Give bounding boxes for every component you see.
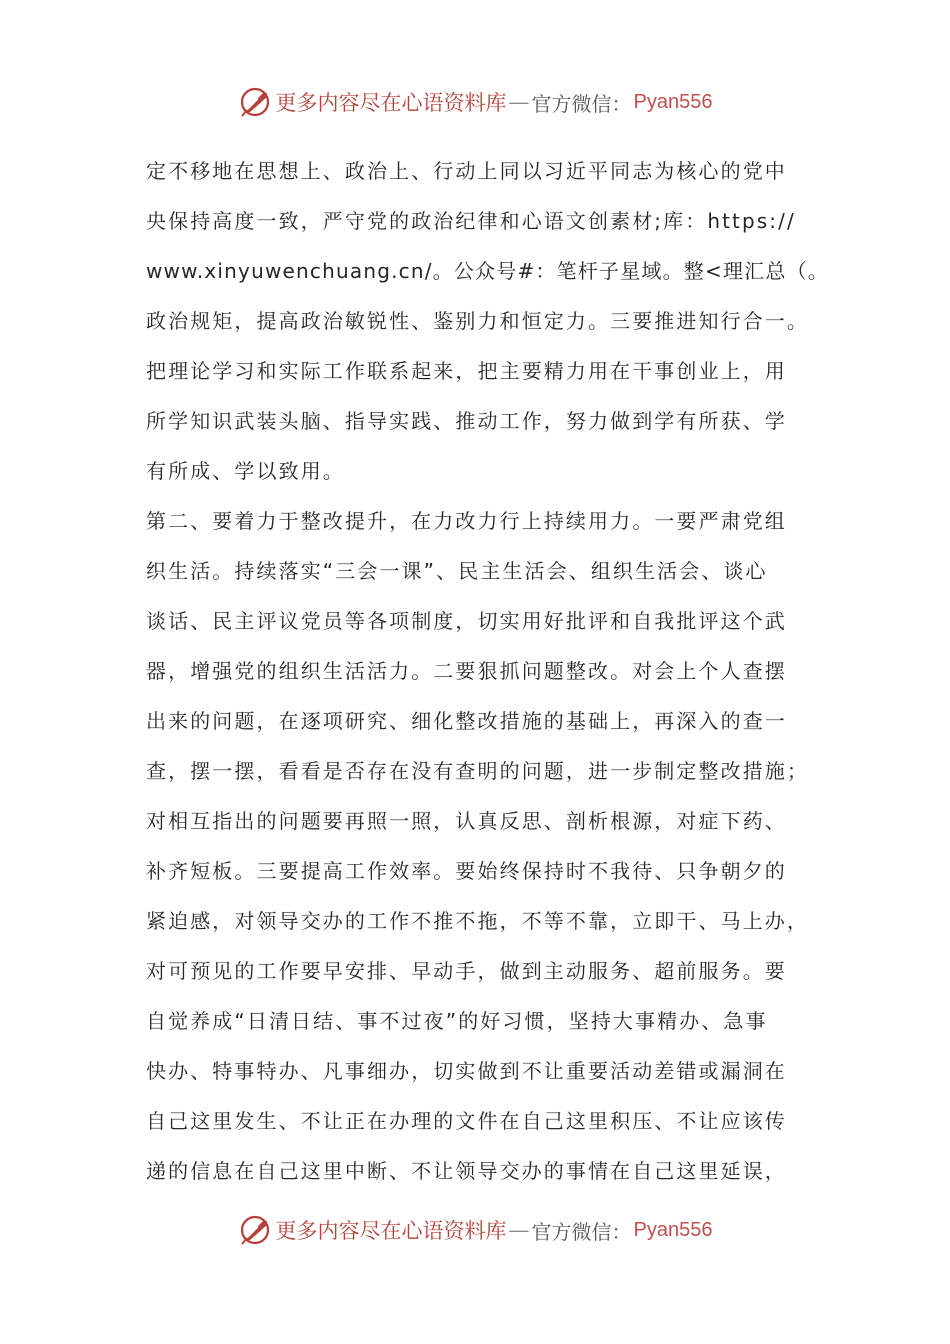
body-line: 所学知识武装头脑、指导实践、推动工作，努力做到学有所获、学 <box>146 409 787 433</box>
body-line: 有所成、学以致用。 <box>146 459 345 483</box>
document-body <box>146 152 829 1202</box>
banner-separator: — <box>508 90 530 114</box>
body-line: 政治规矩，提高政治敏锐性、鉴别力和恒定力。三要推进知行合一。 <box>146 309 809 333</box>
body-line: 第二、要着力于整改提升，在力改力行上持续用力。一要严肃党组 <box>146 509 787 533</box>
body-line: 出来的问题，在逐项研究、细化整改措施的基础上，再深入的查一 <box>146 709 787 733</box>
body-line: 递的信息在自己这里中断、不让领导交办的事情在自己这里延误， <box>146 1159 787 1183</box>
body-line: 补齐短板。三要提高工作效率。要始终保持时不我待、只争朝夕的 <box>146 859 787 883</box>
body-line: 央保持高度一致，严守党的政治纪律和心语文创素材;库：https:// <box>146 209 796 233</box>
body-line: 自己这里发生、不让正在办理的文件在自己这里积压、不让应该传 <box>146 1109 787 1133</box>
banner-separator: — <box>508 1218 530 1242</box>
body-line: 器，增强党的组织生活活力。二要狠抓问题整改。对会上个人查摆 <box>146 659 787 683</box>
banner-brand-text: 更多内容尽在心语资料库 <box>275 91 507 115</box>
banner-wechat-id: Pyan556 <box>633 90 713 113</box>
body-line: 快办、特事特办、凡事细办，切实做到不让重要活动差错或漏洞在 <box>146 1059 787 1083</box>
banner-contact-label: 官方微信： <box>531 91 632 116</box>
body-line: 紧迫感，对领导交办的工作不推不拖，不等不靠，立即干、马上办， <box>146 909 809 933</box>
body-line: 把理论学习和实际工作联系起来，把主要精力用在干事创业上，用 <box>146 359 787 383</box>
banner-contact-label: 官方微信： <box>531 1219 632 1244</box>
quill-logo-icon <box>238 1213 272 1247</box>
body-line: 织生活。持续落实“三会一课”、民主生活会、组织生活会、谈心 <box>146 559 768 583</box>
header-banner <box>0 82 950 122</box>
body-line: 对可预见的工作要早安排、早动手，做到主动服务、超前服务。要 <box>146 959 787 983</box>
banner-wechat-id: Pyan556 <box>633 1218 713 1241</box>
banner-brand-text: 更多内容尽在心语资料库 <box>275 1219 507 1243</box>
body-line: 定不移地在思想上、政治上、行动上同以习近平同志为核心的党中 <box>146 159 787 183</box>
body-line: 谈话、民主评议党员等各项制度，切实用好批评和自我批评这个武 <box>146 609 787 633</box>
body-line: 自觉养成“日清日结、事不过夜”的好习惯，坚持大事精办、急事 <box>146 1009 768 1033</box>
footer-banner <box>0 1210 950 1250</box>
body-line: 查，摆一摆，看看是否存在没有查明的问题，进一步制定整改措施； <box>146 759 809 783</box>
quill-logo-icon <box>238 85 272 119</box>
body-line: 对相互指出的问题要再照一照，认真反思、剖析根源，对症下药、 <box>146 809 787 833</box>
body-line: www.xinyuwenchuang.cn/。公众号#：笔杆子星域。整<理汇总（。 <box>146 259 829 283</box>
